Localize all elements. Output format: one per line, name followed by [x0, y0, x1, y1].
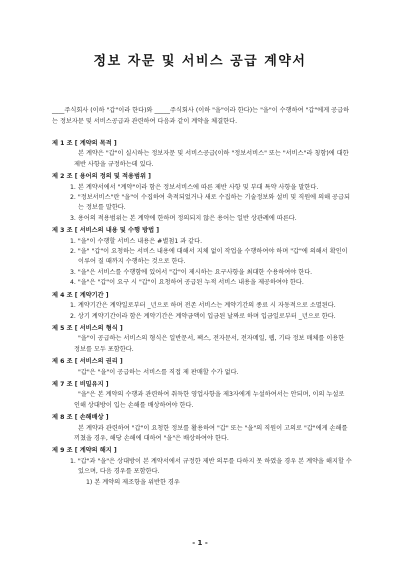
article-7: [52, 380, 352, 411]
article-text: "을"은 본 계약의 수행과 관련하여 취득한 영업사항을 제3자에게 누설하여서는 안되며, 이의 누설로 인해 상대방이 입는 손해를 배상하여야 한다.: [74, 391, 345, 409]
article-heading: 제 9 조 [ 계약의 해지 ]: [52, 447, 117, 455]
article-heading: 제 3 조 [ 서비스의 내용 및 수행 방법 ]: [52, 227, 160, 235]
article-heading: 제 2 조 [ 용어의 정의 및 적용범위 ]: [52, 173, 151, 181]
article-item: 1. "을"이 수행할 서비스 내용은 #별첨1 과 같다.: [70, 237, 203, 245]
article-heading: 제 1 조 [ 계약의 목적 ]: [52, 140, 117, 147]
article-text: "갑"은 "을"이 공급하는 서비스를 직접 제 판매할 수가 없다.: [78, 368, 239, 376]
article-item: 1. "갑"과 "을"은 상대방이 본 계약서에서 규정한 제반 의무를 다하지 못 하였을 경우 본 계약을 해지할 수 있으며, 다음 경우를 포함한다.: [70, 457, 352, 476]
article-2: [52, 172, 352, 224]
article-item: 3. 용어의 적용범위는 본 계약에 한하며 정의되지 않은 용어는 일반 상관례에 따른다.: [70, 214, 297, 222]
article-8: [52, 413, 352, 444]
article-text: 본 계약은 "갑"이 실시하는 정보자문 및 서비스공급(이하 "정보서비스" 또는 "서비스"라 칭함)에 대한 제반 사항을 규정하는데 있다.: [74, 150, 349, 168]
article-text: 본 계약과 관련하여 "갑"이 요청한 정보를 활용하여 "갑" 또는 "을"의 직원이 고의로 "갑"에게 손해를 끼쳤을 경우, 해당 손해에 대하여 "을"은 배상하여야 한다.: [74, 424, 348, 442]
article-5: [52, 324, 352, 355]
article-heading: 제 5 조 [ 서비스의 형식 ]: [52, 324, 123, 332]
article-3: [52, 226, 352, 288]
article-item: 2. 상기 계약기간이라 함은 계약기간은 계약금액이 입금된 날짜로 하며 입금일로부터 _년으로 한다.: [70, 312, 336, 320]
article-6: [52, 357, 352, 378]
article-heading: 제 4 조 [ 계약기간 ]: [52, 291, 109, 299]
article-9: [52, 446, 352, 488]
article-item: 2. "정보서비스"란 "을"이 수집하여 축적되었거나 새로 수집하는 기술정보와 설비 및 직원에 의해 공급되는 정보를 말한다.: [70, 194, 350, 212]
article-1: [52, 139, 352, 170]
article-heading: 제 8 조 [ 손해배상 ]: [52, 414, 109, 422]
article-item: 1. 계약기간은 계약일로부터 _년으로 하며 전존 서비스는 계약기간의 종료 시 자동적으로 소멸된다.: [70, 302, 336, 310]
article-heading: 제 6 조 [ 서비스의 권리 ]: [52, 358, 123, 366]
article-4: [52, 291, 352, 322]
article-heading: 제 7 조 [ 비밀유지 ]: [52, 380, 109, 388]
article-item: 3. "을"은 서비스를 수행함에 있어서 "갑"이 제시하는 요구사항을 최대한 수용하여야 한다.: [70, 268, 313, 276]
article-item: 1. 본 계약서에서 "계약"이라 함은 정보서비스에 따른 제반 사항 및 부대 특약 사항을 말한다.: [70, 183, 319, 191]
article-item: 4. "을"은 "갑"이 요구 시 "갑"이 요청하여 공급된 누적 서비스 내용을 제공하여야 한다.: [70, 279, 304, 287]
page-number: - 1 -: [192, 539, 208, 547]
article-subitem: 1) 본 계약의 제조항을 위반한 경우: [86, 478, 180, 486]
article-item: 2. "을" "갑"이 요청하는 서비스 내용에 대해서 지체 없이 작업을 수행하여야 하며 "갑"에 의해서 확인이 이루어 질 때까지 수행하는 것으로 한다.: [70, 248, 348, 266]
document-title: 정보 자문 및 서비스 공급 계약서: [93, 54, 307, 69]
document-body: [52, 137, 352, 488]
article-text: "을"이 공급하는 서비스의 형식은 일반문서, 팩스, 전자문서, 전자메일, 웹, 기타 정보 매체를 이용한 정보를 모두 포함한다.: [74, 335, 345, 353]
intro-paragraph: ____주식회사 (이하 "갑"이라 한다)와 _____주식회사 (이하 "을"이라 한다)는 "을"이 수행하여 "갑"에게 공급하는 정보자문 및 서비스공급과 관련하여 다음과 같이 계약을 체결한다.: [52, 107, 350, 125]
